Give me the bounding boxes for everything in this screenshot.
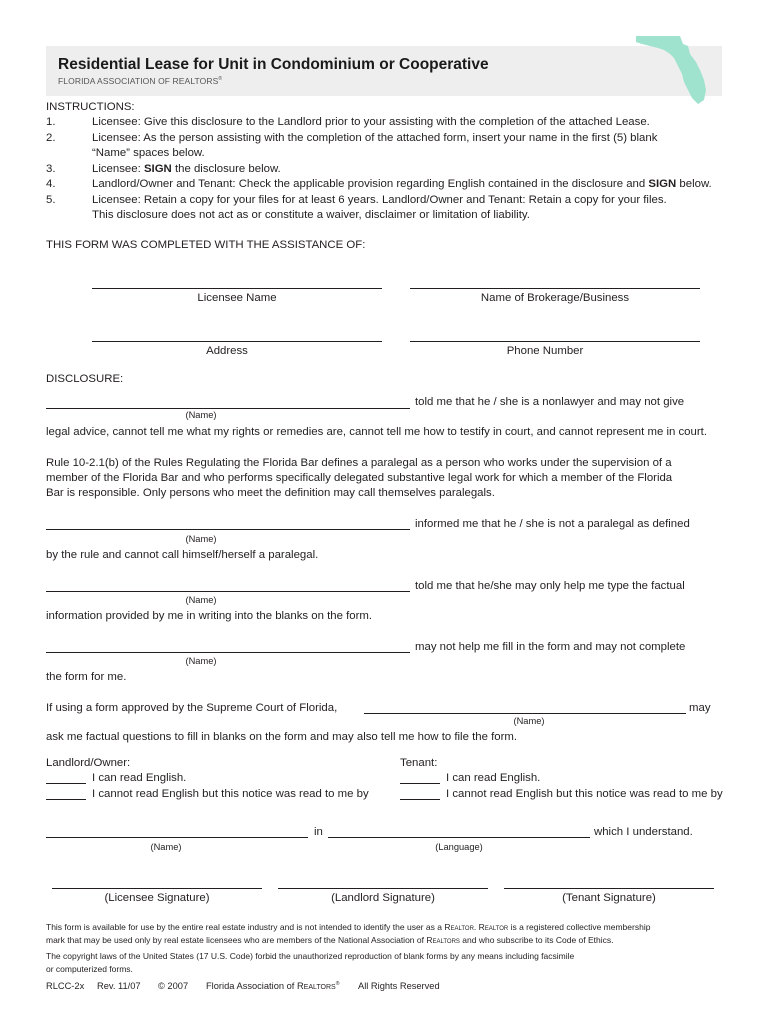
disclosure-text: legal advice, cannot tell me what my rights or remedies are, cannot tell me how to testify in court, and cannot represent me in court. [46,426,707,438]
tenant-label: Tenant: [400,757,438,769]
which-understand-text: which I understand. [594,826,693,838]
address-label: Address [206,345,248,357]
instruction-num: 2. [46,132,56,144]
rule-text: Bar is responsible. Only persons who meet the definition may call themselves paralegals. [46,487,495,499]
disclosure-text: informed me that he / she is not a paralegal as defined [415,518,690,530]
name-field[interactable] [364,713,686,714]
name-field[interactable] [46,529,410,530]
brokerage-name-field[interactable] [410,288,700,289]
instruction-num: 3. [46,163,56,175]
in-text: in [314,826,323,838]
phone-number-label: Phone Number [506,345,584,357]
tenant-signature-label: (Tenant Signature) [562,892,656,904]
form-id: RLCC-2x [46,981,85,991]
florida-map-icon [636,34,716,108]
disclosure-text: may [689,702,711,714]
rule-text: Rule 10-2.1(b) of the Rules Regulating the Florida Bar defines a paralegal as a person who works under the supervision of a [46,457,672,469]
instruction-text: “Name” spaces below. [92,147,205,159]
disclosure-text: If using a form approved by the Supreme Court of Florida, [46,702,338,714]
instruction-text: Licensee: Retain a copy for your files for at least 6 years. Landlord/Owner and Tenant: Retain a copy for your files. [92,194,667,206]
instruction-num: 4. [46,178,56,190]
copyright-year: © 2007 [158,981,189,991]
assistance-heading: THIS FORM WAS COMPLETED WITH THE ASSISTANCE OF: [46,239,366,251]
disclosure-text: the form for me. [46,671,127,683]
name-caption: (Name) [185,595,217,605]
address-field[interactable] [92,341,382,342]
footer-membership-notice: This form is available for use by the entire real estate industry and is not intended to identify the user as a Realtor. Realtor is a registered collective membership mark that may be used only by real estate licensees who are members of the National Association of Realtors and who subscribe to its Code of Ethics. [46,922,651,945]
landlord-signature-field[interactable] [278,888,488,889]
licensee-signature-field[interactable] [52,888,262,889]
tenant-signature-field[interactable] [504,888,714,889]
tenant-can-read-checkbox[interactable] [400,783,440,784]
licensee-name-label: Licensee Name [197,292,277,304]
licensee-name-field[interactable] [92,288,382,289]
instruction-num: 5. [46,194,56,206]
landlord-can-read-checkbox[interactable] [46,783,86,784]
form-title: Residential Lease for Unit in Condominium or Cooperative [58,56,489,73]
name-field[interactable] [46,591,410,592]
reader-name-field[interactable] [46,837,308,838]
cannot-read-english-text: I cannot read English but this notice was read to me by [446,788,723,800]
disclosure-text: may not help me fill in the form and may not complete [415,641,686,653]
can-read-english-text: I can read English. [92,772,187,784]
disclosure-text: told me that he/she may only help me type the factual [415,580,685,592]
instructions-heading: INSTRUCTIONS: [46,101,135,113]
name-caption: (Name) [513,716,545,726]
instruction-text: Licensee: SIGN the disclosure below. [92,163,281,175]
cannot-read-english-text: I cannot read English but this notice was read to me by [92,788,369,800]
disclosure-text: information provided by me in writing into the blanks on the form. [46,610,373,622]
instruction-num: 1. [46,116,56,128]
landlord-label: Landlord/Owner: [46,757,131,769]
landlord-signature-label: (Landlord Signature) [331,892,435,904]
name-caption: (Name) [185,410,217,420]
instruction-text: This disclosure does not act as or constitute a waiver, disclaimer or limitation of liability. [92,209,530,221]
disclosure-text: by the rule and cannot call himself/herself a paralegal. [46,549,319,561]
disclosure-text: told me that he / she is a nonlawyer and may not give [415,396,685,408]
landlord-cannot-read-checkbox[interactable] [46,799,86,800]
instruction-text: Landlord/Owner and Tenant: Check the applicable provision regarding English contained in the disclosure and SIGN below. [92,178,712,190]
licensee-signature-label: (Licensee Signature) [104,892,210,904]
name-field[interactable] [46,652,410,653]
disclosure-heading: DISCLOSURE: [46,373,124,385]
instruction-text: Licensee: Give this disclosure to the Landlord prior to your assisting with the completion of the attached Lease. [92,116,650,128]
tenant-cannot-read-checkbox[interactable] [400,799,440,800]
brokerage-name-label: Name of Brokerage/Business [480,292,630,304]
footer-copyright-notice: The copyright laws of the United States (17 U.S. Code) forbid the unauthorized reproduction of blank forms by any means including facsimile or computerized forms. [46,951,575,974]
can-read-english-text: I can read English. [446,772,541,784]
name-field[interactable] [46,408,410,409]
instruction-text: Licensee: As the person assisting with the completion of the attached form, insert your name in the first (5) blank [92,132,658,144]
name-caption: (Name) [185,656,217,666]
all-rights-reserved: All Rights Reserved [358,981,440,991]
footer-org: Florida Association of Realtors® [206,981,340,992]
name-caption: (Name) [185,534,217,544]
name-caption: (Name) [150,842,182,852]
phone-number-field[interactable] [410,341,700,342]
disclosure-text: ask me factual questions to fill in blanks on the form and may also tell me how to file the form. [46,731,518,743]
form-subtitle: FLORIDA ASSOCIATION OF REALTORS® [58,76,223,86]
form-revision: Rev. 11/07 [97,981,141,991]
rule-text: member of the Florida Bar and who performs specifically delegated substantive legal work for which a member of the Florida [46,472,673,484]
language-field[interactable] [328,837,590,838]
language-caption: (Language) [435,842,483,852]
